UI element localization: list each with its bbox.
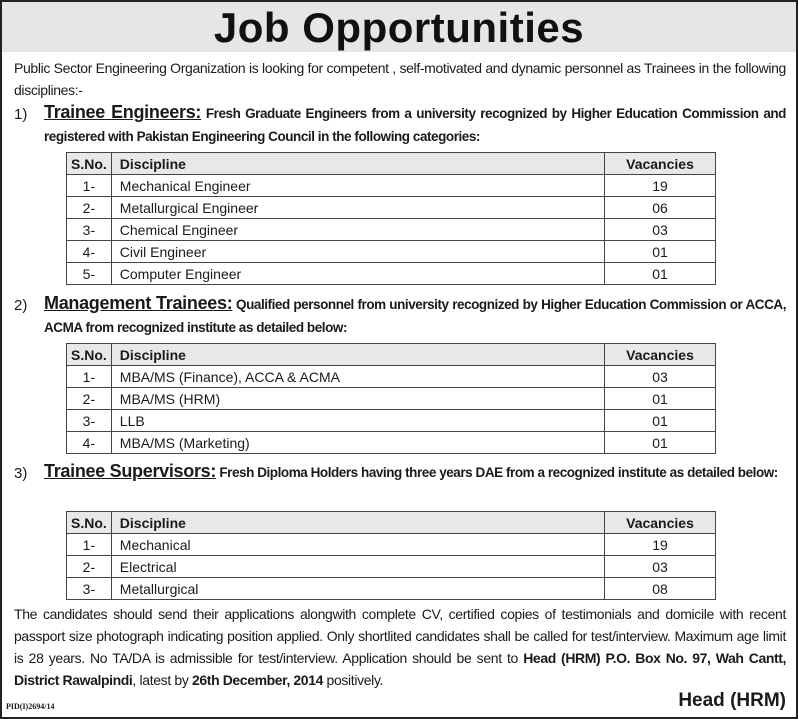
instructions-text: positively. xyxy=(322,672,384,688)
cell-discipline: LLB xyxy=(111,410,604,432)
cell-vacancies: 03 xyxy=(605,556,716,578)
table-management-trainees xyxy=(66,343,716,454)
table-row xyxy=(67,410,716,432)
cell-vacancies: 01 xyxy=(605,410,716,432)
cell-sno: 1- xyxy=(67,534,112,556)
cell-discipline: Civil Engineer xyxy=(111,241,604,263)
cell-discipline: Chemical Engineer xyxy=(111,219,604,241)
cell-vacancies: 01 xyxy=(605,263,716,285)
column-header: Vacancies xyxy=(605,344,716,366)
section-heading: Management Trainees: xyxy=(44,293,233,313)
column-header: Vacancies xyxy=(605,512,716,534)
table-row xyxy=(67,388,716,410)
table-row xyxy=(67,197,716,219)
cell-vacancies: 19 xyxy=(605,175,716,197)
cell-discipline: MBA/MS (Marketing) xyxy=(111,432,604,454)
cell-sno: 3- xyxy=(67,578,112,600)
table-row xyxy=(67,175,716,197)
cell-vacancies: 01 xyxy=(605,388,716,410)
table-row xyxy=(67,432,716,454)
cell-discipline: Mechanical xyxy=(111,534,604,556)
cell-discipline: Mechanical Engineer xyxy=(111,175,604,197)
cell-sno: 1- xyxy=(67,175,112,197)
table-header-row xyxy=(67,153,716,175)
table-trainee-supervisors xyxy=(66,511,716,600)
column-header: Discipline xyxy=(111,344,604,366)
cell-vacancies: 08 xyxy=(605,578,716,600)
section-text: Qualified personnel from university recognized by Higher Education Commission or ACCA, ACMA from recognized institute as detailed below: xyxy=(44,297,786,335)
cell-sno: 3- xyxy=(67,410,112,432)
table-trainee-engineers xyxy=(66,152,716,285)
column-header: S.No. xyxy=(67,153,112,175)
page-title: Job Opportunities xyxy=(213,4,585,51)
column-header: Discipline xyxy=(111,512,604,534)
section-heading: Trainee Supervisors: xyxy=(44,461,217,481)
table-row xyxy=(67,366,716,388)
title-band xyxy=(2,2,796,52)
instructions-text: , latest by xyxy=(132,672,193,688)
column-header: Discipline xyxy=(111,153,604,175)
cell-sno: 4- xyxy=(67,241,112,263)
deadline-date: 26th December, 2014 xyxy=(192,672,323,688)
cell-discipline: MBA/MS (HRM) xyxy=(111,388,604,410)
table-row xyxy=(67,578,716,600)
cell-sno: 4- xyxy=(67,432,112,454)
cell-vacancies: 01 xyxy=(605,241,716,263)
table-header-row xyxy=(67,344,716,366)
table-row xyxy=(67,263,716,285)
intro-paragraph: Public Sector Engineering Organization is looking for competent , self-motivated and dynamic personnel as Trainees in the following disciplines:- xyxy=(14,60,786,98)
cell-sno: 5- xyxy=(67,263,112,285)
table-row xyxy=(67,556,716,578)
section-text: Fresh Diploma Holders having three years DAE from a recognized institute as detailed below: xyxy=(219,465,778,480)
cell-discipline: Computer Engineer xyxy=(111,263,604,285)
section-trainee-supervisors xyxy=(14,460,786,484)
cell-vacancies: 19 xyxy=(605,534,716,556)
cell-sno: 3- xyxy=(67,219,112,241)
cell-sno: 2- xyxy=(67,197,112,219)
table-row xyxy=(67,219,716,241)
publication-id: PID(I)2694/14 xyxy=(6,702,55,711)
signature: Head (HRM) xyxy=(678,690,786,711)
section-heading: Trainee Engineers: xyxy=(44,102,202,122)
cell-sno: 2- xyxy=(67,556,112,578)
section-number: 1) xyxy=(14,106,28,123)
column-header: S.No. xyxy=(67,344,112,366)
application-instructions xyxy=(14,603,786,691)
postal-address: Head (HRM) P.O. Box No. 97, Wah Cantt, District Rawalpindi xyxy=(14,650,786,688)
cell-sno: 1- xyxy=(67,366,112,388)
instructions-text: The candidates should send their applications alongwith complete CV, certified copies of testimonials and domicile with recent passport size photograph indicating position applied. Only shortlited candidates shall be called for test/interview. Maximum age limit is 28 years. No TA/DA is admissible for test/interview. Application should be sent to xyxy=(14,606,786,666)
section-management-trainees xyxy=(14,292,786,339)
cell-vacancies: 03 xyxy=(605,219,716,241)
section-trainee-engineers xyxy=(14,101,786,148)
cell-vacancies: 01 xyxy=(605,432,716,454)
cell-discipline: Metallurgical Engineer xyxy=(111,197,604,219)
cell-discipline: Metallurgical xyxy=(111,578,604,600)
cell-discipline: Electrical xyxy=(111,556,604,578)
section-number: 2) xyxy=(14,297,28,314)
cell-sno: 2- xyxy=(67,388,112,410)
section-number: 3) xyxy=(14,465,28,482)
table-row xyxy=(67,241,716,263)
cell-discipline: MBA/MS (Finance), ACCA & ACMA xyxy=(111,366,604,388)
cell-vacancies: 06 xyxy=(605,197,716,219)
column-header: Vacancies xyxy=(605,153,716,175)
cell-vacancies: 03 xyxy=(605,366,716,388)
table-header-row xyxy=(67,512,716,534)
section-text: Fresh Graduate Engineers from a university recognized by Higher Education Commission and registered with Pakistan Engineering Council in the following categories: xyxy=(44,106,786,144)
table-row xyxy=(67,534,716,556)
column-header: S.No. xyxy=(67,512,112,534)
